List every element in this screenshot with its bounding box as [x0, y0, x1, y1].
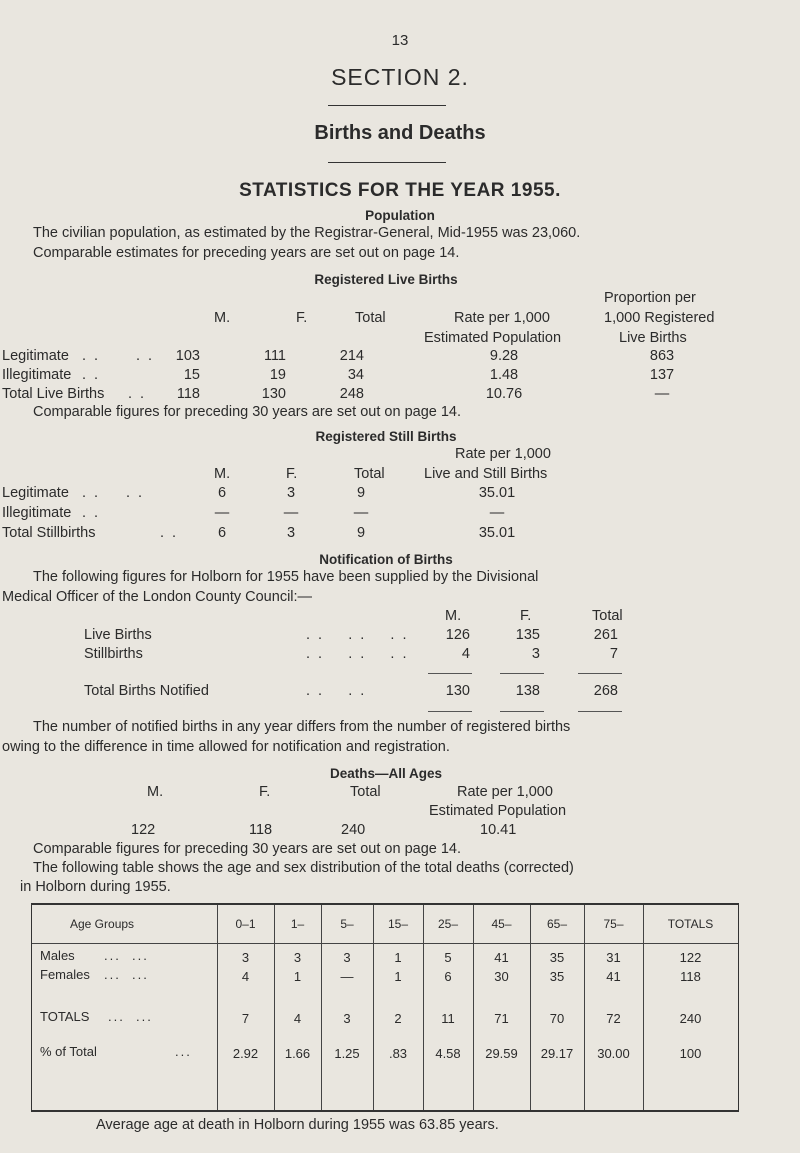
table-cell: 240 [679, 1011, 702, 1026]
divider [328, 162, 446, 163]
cell: — [283, 505, 299, 521]
table-cell: 41 [606, 969, 621, 984]
column-header: 0–1 [235, 917, 256, 931]
row-label: Legitimate [2, 485, 69, 501]
notification-text: The following figures for Holborn for 1955 have been supplied by the Divisional [33, 569, 539, 585]
table-cell: 4.58 [435, 1046, 461, 1061]
cell: 35.01 [478, 485, 516, 501]
col-header: Total [350, 784, 381, 800]
sum-rule [428, 711, 472, 712]
cell: 9.28 [489, 348, 519, 364]
cell: 118 [176, 386, 200, 402]
table-cell: 3 [343, 1011, 351, 1026]
sum-rule [578, 673, 622, 674]
table-row-label: Males [40, 948, 75, 963]
table-row-label: TOTALS [40, 1009, 90, 1024]
sum-rule [578, 711, 622, 712]
cell: 3 [286, 485, 296, 501]
table-cell: 70 [549, 1011, 565, 1026]
cell: 863 [649, 348, 675, 364]
notification-text: Medical Officer of the London County Council:— [2, 589, 313, 605]
col-header: Estimated Population [429, 803, 567, 819]
cell: — [214, 505, 230, 521]
notification-title: Notification of Births [319, 552, 453, 567]
col-header: M. [214, 466, 231, 482]
column-header: 1– [290, 917, 305, 931]
table-cell: 2 [394, 1011, 402, 1026]
col-header: F. [259, 784, 271, 800]
leader-dots: . . [126, 485, 145, 501]
table-cell: 1 [293, 969, 302, 984]
col-header: F. [520, 608, 532, 624]
cell: 122 [131, 822, 156, 838]
col-header: M. [214, 310, 231, 326]
table-row-label: % of Total [40, 1044, 97, 1059]
table-cell: 29.17 [540, 1046, 574, 1061]
col-header: 1,000 Registered [604, 310, 715, 326]
cell: 137 [649, 367, 675, 383]
leader-dots: . . [160, 525, 179, 541]
notification-para: The number of notified births in any year differs from the number of registered births [33, 719, 571, 735]
column-header: 45– [491, 917, 512, 931]
table-row-label: Females [40, 967, 90, 982]
table-cell: 29.59 [485, 1046, 518, 1061]
cell: 7 [609, 646, 618, 662]
table-cell: 31 [606, 950, 621, 965]
column-header: 5– [340, 917, 354, 931]
cell: 10.76 [485, 386, 523, 402]
column-header: 75– [603, 917, 624, 931]
column-header: 15– [387, 917, 409, 931]
leader-dots: . . [136, 348, 155, 364]
row-label: Stillbirths [84, 646, 143, 662]
page-heading: Births and Deaths [314, 122, 486, 144]
col-header: F. [286, 466, 298, 482]
col-header: Live Births [619, 330, 687, 346]
deaths-para: in Holborn during 1955. [20, 879, 171, 895]
statistics-heading: STATISTICS FOR THE YEAR 1955. [239, 180, 561, 201]
cell: 3 [531, 646, 540, 662]
row-label: Total Live Births [2, 386, 105, 402]
cell: 240 [341, 822, 366, 838]
cell: 35.01 [478, 525, 516, 541]
divider [328, 105, 446, 106]
cell: 130 [261, 386, 286, 402]
cell: 9 [356, 485, 366, 501]
cell: — [353, 505, 369, 521]
col-header: Rate per 1,000 [457, 784, 553, 800]
table-cell: 118 [680, 969, 701, 984]
table-cell: — [340, 969, 354, 984]
population-title: Population [365, 208, 435, 223]
cell: 130 [445, 683, 470, 699]
column-header: TOTALS [667, 917, 714, 931]
sum-rule [500, 673, 544, 674]
note: Comparable figures for preceding 30 years are set out on page 14. [33, 404, 462, 420]
table-cell: 41 [494, 950, 509, 965]
cell: 135 [515, 627, 540, 643]
column-header: 25– [437, 917, 459, 931]
col-header: Total [592, 608, 623, 624]
cell: 126 [445, 627, 470, 643]
table-cell: 30.00 [597, 1046, 630, 1061]
leader-dots: ... ... [108, 1009, 153, 1024]
cell: 9 [356, 525, 366, 541]
table-cell: 35 [549, 950, 565, 965]
col-header: Rate per 1,000 [455, 446, 551, 462]
cell: 4 [461, 646, 470, 662]
col-header: Rate per 1,000 [454, 310, 550, 326]
row-label: Total Stillbirths [2, 525, 96, 541]
cell: 111 [263, 348, 286, 364]
col-header: Total [354, 466, 385, 482]
cell: 248 [339, 386, 364, 402]
col-header: M. [445, 608, 462, 624]
deaths-title: Deaths—All Ages [329, 766, 443, 781]
leader-dots: . . [82, 505, 101, 521]
cell: 1.48 [489, 367, 519, 383]
page-number: 13 [391, 32, 409, 49]
leader-dots: ... ... [104, 967, 149, 982]
col-header: Estimated Population [424, 330, 562, 346]
row-label: Legitimate [2, 348, 69, 364]
col-header: F. [296, 310, 308, 326]
table-cell: 7 [241, 1011, 250, 1026]
table-cell: .83 [388, 1046, 408, 1061]
row-label: Illegitimate [2, 505, 72, 521]
table-cell: 1.66 [284, 1046, 311, 1061]
table-cell: 3 [293, 950, 302, 965]
notification-para: owing to the difference in time allowed for notification and registration. [2, 739, 450, 755]
table-cell: 72 [606, 1011, 621, 1026]
table-cell: 6 [444, 969, 452, 984]
cell: 3 [286, 525, 296, 541]
cell: 34 [347, 367, 364, 383]
table-cell: 71 [494, 1011, 509, 1026]
leader-dots: ... [175, 1044, 192, 1059]
table-cell: 4 [293, 1011, 302, 1026]
table-cell: 2.92 [232, 1046, 259, 1061]
leader-dots: . . . . . . [306, 646, 409, 662]
cell: 15 [183, 367, 200, 383]
row-label: Total Births Notified [84, 683, 209, 699]
leader-dots: . . [128, 386, 147, 402]
cell: 6 [217, 525, 227, 541]
row-label: Illegitimate [2, 367, 72, 383]
col-header: Live and Still Births [424, 466, 548, 482]
table-cell: 3 [241, 950, 250, 965]
cell: 268 [593, 683, 618, 699]
cell: — [489, 505, 505, 521]
col-header: Proportion per [604, 290, 696, 306]
population-text: The civilian population, as estimated by the Registrar-General, Mid-1955 was 23,060. [33, 225, 581, 241]
deaths-para: The following table shows the age and sex distribution of the total deaths (corrected) [33, 860, 574, 876]
table-cell: 11 [441, 1011, 455, 1026]
cell: 138 [515, 683, 540, 699]
table-cell: 4 [241, 969, 250, 984]
table-cell: 3 [343, 950, 351, 965]
cell: 19 [269, 367, 286, 383]
leader-dots: . . [82, 367, 101, 383]
table-cell: 5 [444, 950, 452, 965]
leader-dots: . . [82, 348, 101, 364]
table-cell: 1 [394, 950, 402, 965]
section-title: SECTION 2. [331, 64, 469, 90]
cell: 261 [593, 627, 618, 643]
table-cell: 1 [394, 969, 402, 984]
col-header: Total [355, 310, 386, 326]
table-cell: 35 [549, 969, 565, 984]
cell: — [654, 386, 670, 402]
sum-rule [500, 711, 544, 712]
cell: 118 [249, 822, 273, 838]
footer-note: Average age at death in Holborn during 1955 was 63.85 years. [96, 1117, 499, 1133]
cell: 214 [339, 348, 364, 364]
col-header: M. [147, 784, 164, 800]
live-births-title: Registered Live Births [314, 272, 458, 287]
still-births-title: Registered Still Births [315, 429, 457, 444]
population-text: Comparable estimates for preceding years are set out on page 14. [33, 245, 460, 261]
table-header-label: Age Groups [70, 917, 135, 931]
cell: 103 [175, 348, 200, 364]
leader-dots: . . [82, 485, 101, 501]
table-cell: 1.25 [334, 1046, 360, 1061]
sum-rule [428, 673, 472, 674]
table-cell: 122 [679, 950, 702, 965]
cell: 6 [217, 485, 227, 501]
note: Comparable figures for preceding 30 years are set out on page 14. [33, 841, 462, 857]
column-header: 65– [546, 917, 568, 931]
table-cell: 100 [679, 1046, 702, 1061]
leader-dots: . . . . [306, 683, 367, 699]
age-table [31, 903, 739, 1112]
table-cell: 30 [494, 969, 509, 984]
cell: 10.41 [480, 822, 517, 838]
leader-dots: . . . . . . [306, 627, 409, 643]
leader-dots: ... ... [104, 948, 149, 963]
row-label: Live Births [84, 627, 152, 643]
